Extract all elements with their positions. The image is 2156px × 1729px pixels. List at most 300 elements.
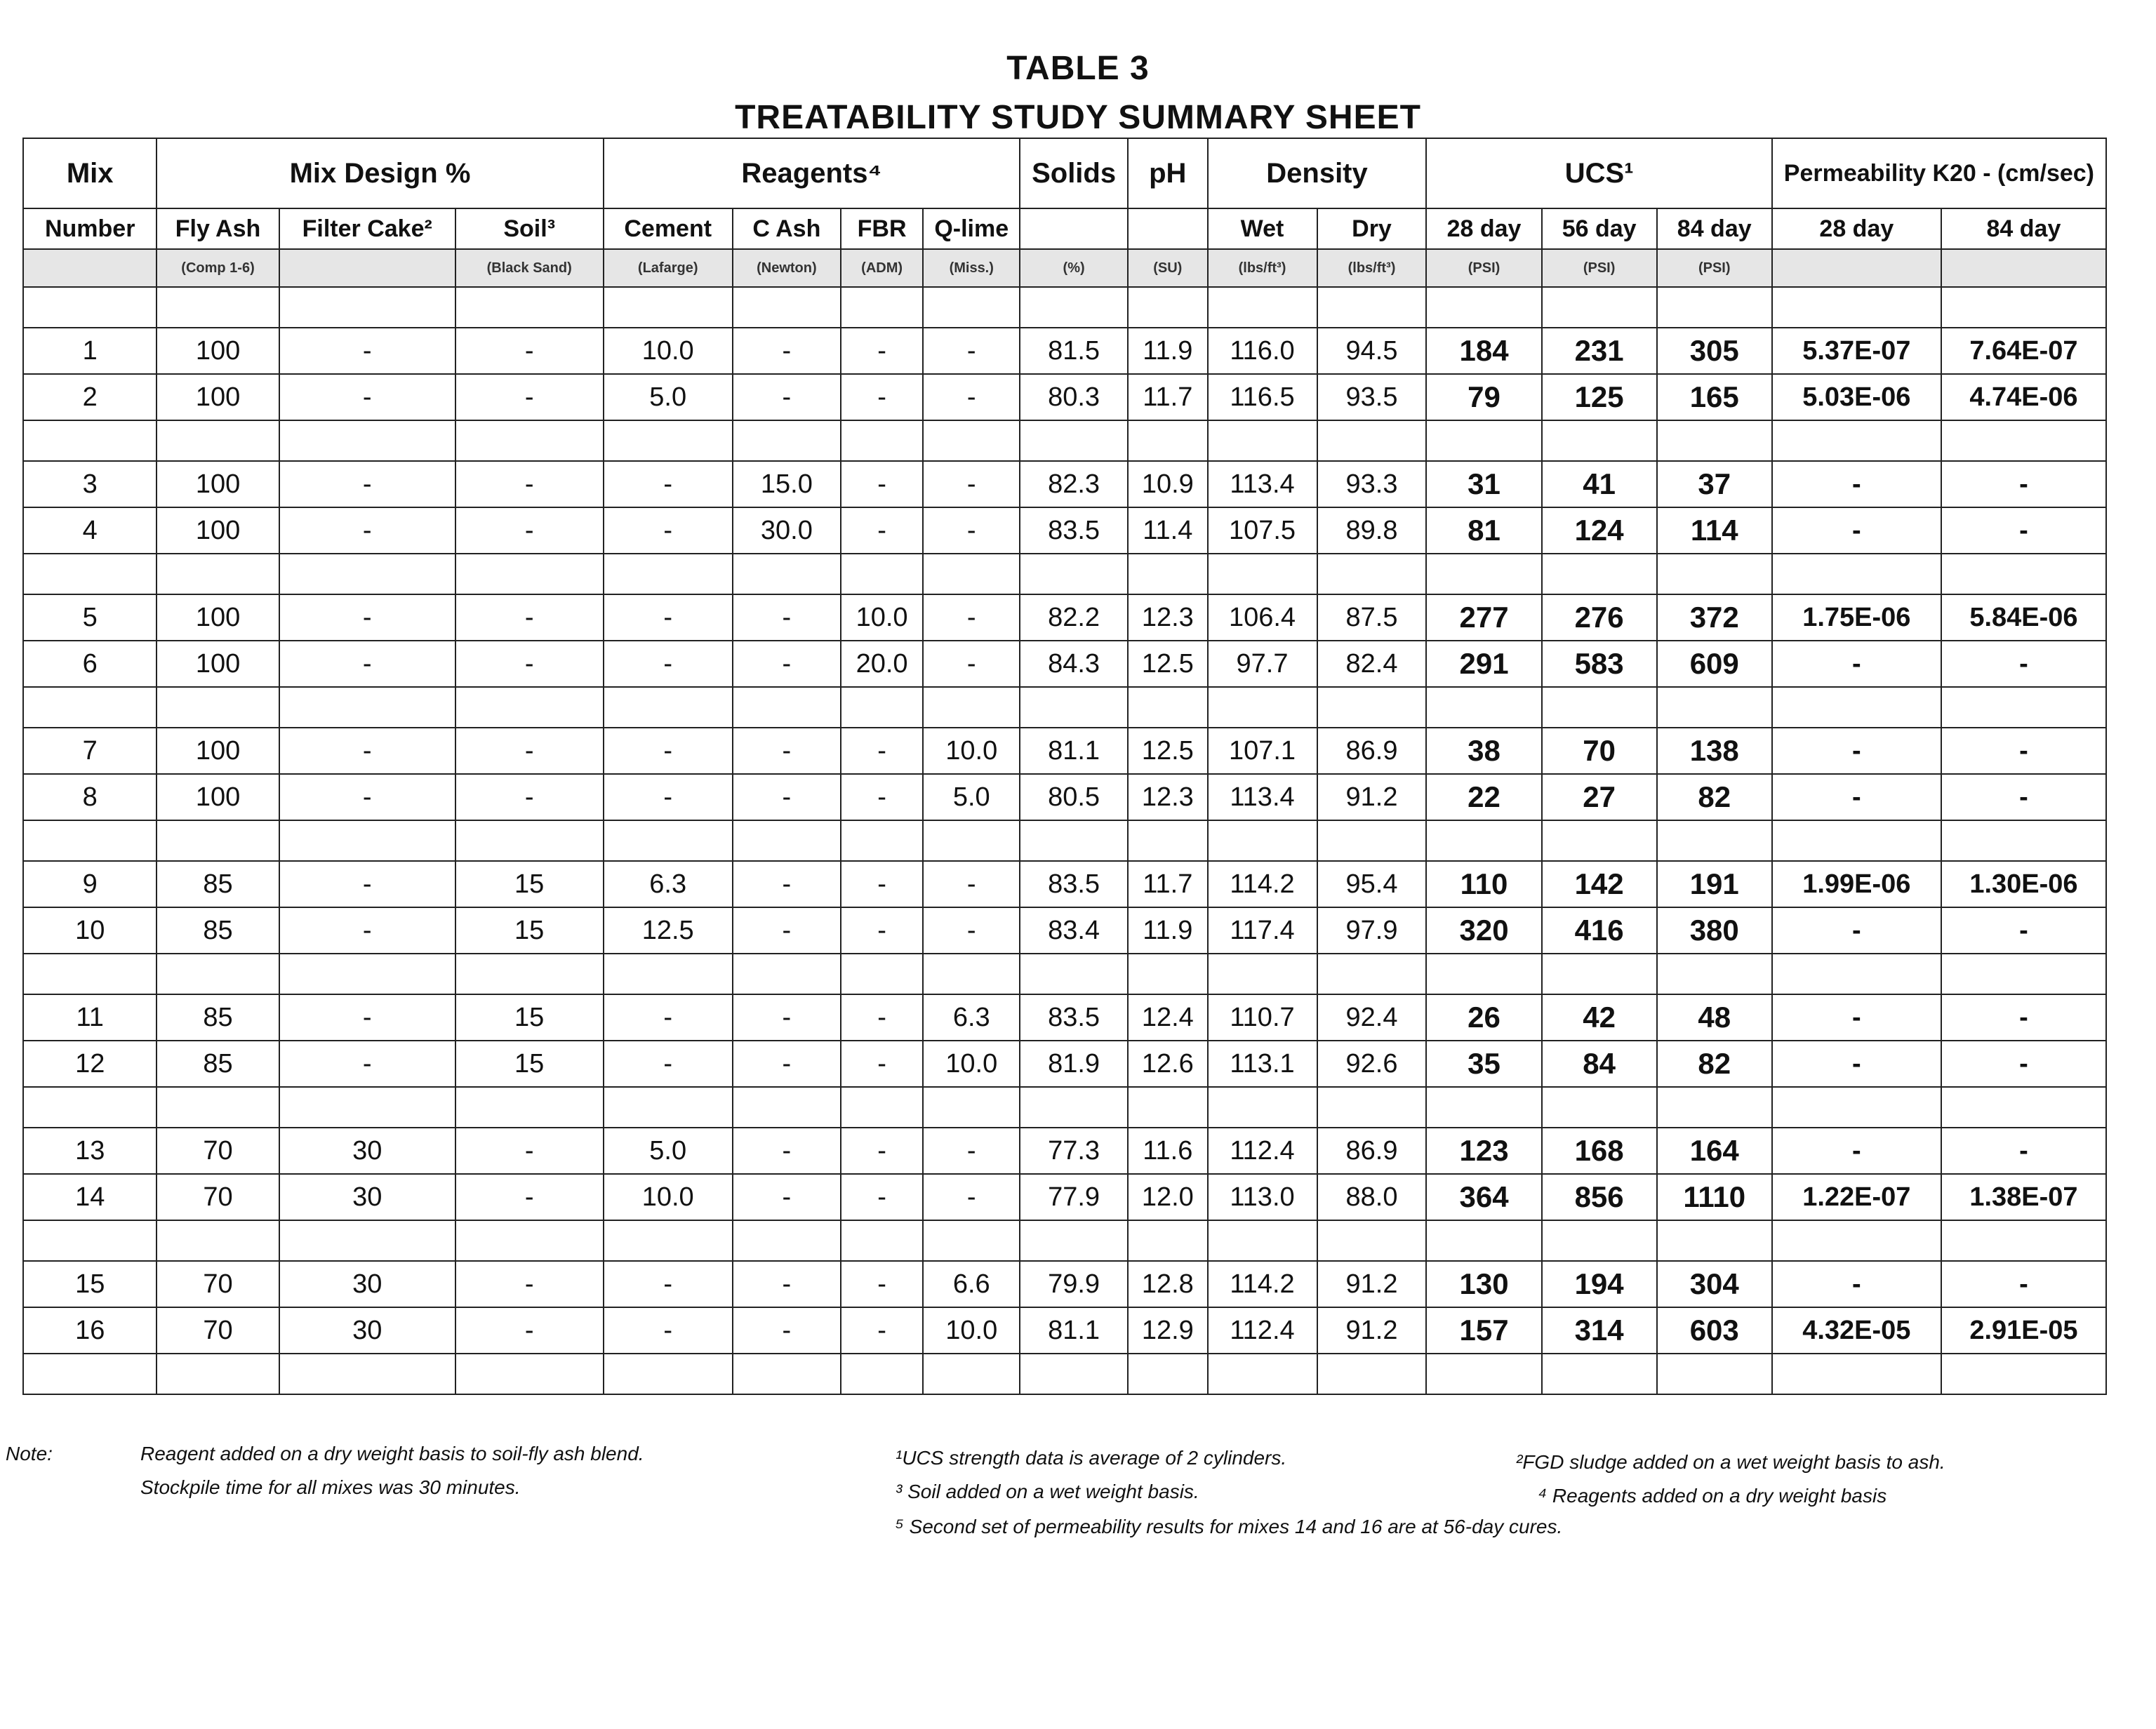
c-ash-cell: - — [733, 1307, 841, 1354]
perm-84-day-cell: 1.30E-06 — [1941, 861, 2106, 907]
c-ash-cell: - — [733, 1041, 841, 1087]
perm-84-day-header: 84 day — [1941, 208, 2106, 249]
mix-number-cell: 11 — [23, 994, 157, 1041]
ucs-56-day-cell: 70 — [1542, 728, 1657, 774]
empty-cell — [1208, 1354, 1317, 1394]
dry-density-cell: 91.2 — [1317, 1261, 1427, 1307]
empty-cell — [604, 420, 733, 461]
cement-cell: - — [604, 1307, 733, 1354]
wet-density-cell: 113.4 — [1208, 461, 1317, 507]
empty-cell — [157, 554, 279, 594]
filter-cake-cell: - — [279, 774, 455, 820]
fbr-cell: - — [841, 328, 924, 374]
ph-cell: 11.7 — [1128, 374, 1207, 420]
fly-ash-cell: 100 — [157, 374, 279, 420]
empty-cell — [1426, 1354, 1541, 1394]
fly-ash-unit: (Comp 1-6) — [157, 249, 279, 287]
empty-cell — [1657, 287, 1772, 328]
footnote-2: ²FGD sludge added on a wet weight basis to ash. — [1516, 1451, 1945, 1473]
ph-cell: 11.9 — [1128, 328, 1207, 374]
empty-cell — [455, 1087, 604, 1128]
wet-density-unit: (lbs/ft³) — [1208, 249, 1317, 287]
filter-cake-cell: 30 — [279, 1307, 455, 1354]
footnote-1: ¹UCS strength data is average of 2 cylinders. — [896, 1447, 1287, 1469]
wet-density-cell: 113.1 — [1208, 1041, 1317, 1087]
empty-cell — [1941, 687, 2106, 728]
table-row — [23, 994, 2106, 1041]
footnote-5: ⁵ Second set of permeability results for mixes 14 and 16 are at 56-day cures. — [896, 1516, 1563, 1537]
cement-cell: 6.3 — [604, 861, 733, 907]
solids-cell: 82.3 — [1020, 461, 1128, 507]
ucs-28-day-cell: 130 — [1426, 1261, 1541, 1307]
empty-cell — [1208, 954, 1317, 994]
ph-cell: 12.5 — [1128, 728, 1207, 774]
fbr-cell: - — [841, 1174, 924, 1220]
solids-cell: 79.9 — [1020, 1261, 1128, 1307]
soil-unit: (Black Sand) — [455, 249, 604, 287]
perm-28-day-cell: - — [1772, 1041, 1941, 1087]
cement-cell: - — [604, 641, 733, 687]
empty-cell — [1657, 1354, 1772, 1394]
ucs-84-day-cell: 1110 — [1657, 1174, 1772, 1220]
wet-density-cell: 117.4 — [1208, 907, 1317, 954]
ucs-84-day-cell: 191 — [1657, 861, 1772, 907]
c-ash-cell: - — [733, 994, 841, 1041]
dry-density-header: Dry — [1317, 208, 1427, 249]
ucs-84-day-cell: 380 — [1657, 907, 1772, 954]
fbr-cell: 10.0 — [841, 594, 924, 641]
note-line-2: Stockpile time for all mixes was 30 minutes. — [140, 1476, 521, 1498]
cement-cell: - — [604, 728, 733, 774]
mix-design-header: Mix Design % — [157, 138, 603, 208]
empty-cell — [923, 287, 1020, 328]
soil-cell: - — [455, 328, 604, 374]
perm-84-day-cell: 2.91E-05 — [1941, 1307, 2106, 1354]
solids-cell: 81.9 — [1020, 1041, 1128, 1087]
dry-density-cell: 92.6 — [1317, 1041, 1427, 1087]
spacer-row — [23, 1087, 2106, 1128]
perm-28-day-cell: 1.22E-07 — [1772, 1174, 1941, 1220]
empty-cell — [1020, 554, 1128, 594]
fly-ash-cell: 100 — [157, 641, 279, 687]
solids-header — [1020, 208, 1128, 249]
perm-28-day-cell: - — [1772, 907, 1941, 954]
filter-cake-cell: - — [279, 907, 455, 954]
filter-cake-cell: - — [279, 328, 455, 374]
q-lime-cell: - — [923, 507, 1020, 554]
empty-cell — [1542, 554, 1657, 594]
empty-cell — [923, 820, 1020, 861]
empty-cell — [1128, 954, 1207, 994]
perm-84-day-cell: - — [1941, 907, 2106, 954]
empty-cell — [1426, 1220, 1541, 1261]
empty-cell — [1208, 554, 1317, 594]
ucs-84-day-cell: 82 — [1657, 1041, 1772, 1087]
dry-density-cell: 95.4 — [1317, 861, 1427, 907]
wet-density-cell: 114.2 — [1208, 861, 1317, 907]
fly-ash-cell: 70 — [157, 1261, 279, 1307]
empty-cell — [733, 820, 841, 861]
c-ash-cell: - — [733, 861, 841, 907]
q-lime-cell: - — [923, 594, 1020, 641]
empty-cell — [1317, 820, 1427, 861]
ucs-84-day-cell: 372 — [1657, 594, 1772, 641]
filter-cake-header: Filter Cake² — [279, 208, 455, 249]
empty-cell — [1426, 820, 1541, 861]
ucs-56-day-cell: 41 — [1542, 461, 1657, 507]
table-row — [23, 907, 2106, 954]
ucs-56-day-cell: 856 — [1542, 1174, 1657, 1220]
empty-cell — [455, 287, 604, 328]
empty-cell — [1772, 954, 1941, 994]
ucs-28-day-header: 28 day — [1426, 208, 1541, 249]
empty-cell — [1208, 820, 1317, 861]
ucs-28-day-cell: 291 — [1426, 641, 1541, 687]
ucs-84-day-cell: 37 — [1657, 461, 1772, 507]
empty-cell — [1941, 954, 2106, 994]
filter-cake-cell: - — [279, 641, 455, 687]
ucs-56-day-cell: 27 — [1542, 774, 1657, 820]
ph-cell: 12.8 — [1128, 1261, 1207, 1307]
cement-cell: 12.5 — [604, 907, 733, 954]
wet-density-cell: 107.1 — [1208, 728, 1317, 774]
empty-cell — [157, 687, 279, 728]
solids-cell: 83.5 — [1020, 861, 1128, 907]
empty-cell — [23, 820, 157, 861]
q-lime-cell: - — [923, 461, 1020, 507]
solids-cell: 77.9 — [1020, 1174, 1128, 1220]
empty-cell — [1772, 687, 1941, 728]
empty-cell — [1542, 687, 1657, 728]
ucs-84-day-cell: 165 — [1657, 374, 1772, 420]
empty-cell — [1772, 1087, 1941, 1128]
ph-cell: 12.3 — [1128, 774, 1207, 820]
ucs-28-day-cell: 26 — [1426, 994, 1541, 1041]
soil-cell: 15 — [455, 861, 604, 907]
empty-cell — [23, 1220, 157, 1261]
dry-density-cell: 89.8 — [1317, 507, 1427, 554]
wet-density-cell: 116.5 — [1208, 374, 1317, 420]
wet-density-cell: 97.7 — [1208, 641, 1317, 687]
wet-density-cell: 106.4 — [1208, 594, 1317, 641]
ucs-84-day-cell: 609 — [1657, 641, 1772, 687]
empty-cell — [23, 287, 157, 328]
empty-cell — [279, 954, 455, 994]
cement-cell: 5.0 — [604, 1128, 733, 1174]
empty-cell — [923, 954, 1020, 994]
q-lime-cell: - — [923, 907, 1020, 954]
empty-cell — [1128, 554, 1207, 594]
dry-density-cell: 88.0 — [1317, 1174, 1427, 1220]
soil-cell: - — [455, 461, 604, 507]
empty-cell — [1317, 1220, 1427, 1261]
wet-density-header: Wet — [1208, 208, 1317, 249]
perm-28-day-cell: - — [1772, 994, 1941, 1041]
empty-cell — [1317, 287, 1427, 328]
empty-cell — [1208, 287, 1317, 328]
empty-cell — [455, 1220, 604, 1261]
table-row — [23, 1261, 2106, 1307]
spacer-row — [23, 554, 2106, 594]
empty-cell — [841, 1354, 924, 1394]
cement-cell: - — [604, 461, 733, 507]
ucs-84-day-cell: 603 — [1657, 1307, 1772, 1354]
ph-cell: 12.0 — [1128, 1174, 1207, 1220]
q-lime-cell: 5.0 — [923, 774, 1020, 820]
soil-cell: - — [455, 1128, 604, 1174]
ucs-56-day-cell: 314 — [1542, 1307, 1657, 1354]
empty-cell — [1542, 1087, 1657, 1128]
table-row — [23, 374, 2106, 420]
ph-cell: 11.7 — [1128, 861, 1207, 907]
empty-cell — [23, 1087, 157, 1128]
empty-cell — [841, 420, 924, 461]
q-lime-header: Q-lime — [923, 208, 1020, 249]
empty-cell — [1657, 954, 1772, 994]
c-ash-cell: - — [733, 328, 841, 374]
mix-number-header: Number — [23, 208, 157, 249]
empty-cell — [1128, 1354, 1207, 1394]
empty-cell — [733, 287, 841, 328]
spacer-row — [23, 954, 2106, 994]
ph-cell: 12.6 — [1128, 1041, 1207, 1087]
fbr-cell: - — [841, 907, 924, 954]
fly-ash-cell: 70 — [157, 1174, 279, 1220]
empty-cell — [1020, 1354, 1128, 1394]
q-lime-cell: 6.3 — [923, 994, 1020, 1041]
empty-cell — [1128, 287, 1207, 328]
empty-cell — [604, 287, 733, 328]
perm-28-day-cell: - — [1772, 1261, 1941, 1307]
mix-number-cell: 14 — [23, 1174, 157, 1220]
empty-cell — [923, 687, 1020, 728]
empty-cell — [1426, 954, 1541, 994]
ucs-84-day-cell: 305 — [1657, 328, 1772, 374]
soil-cell: - — [455, 594, 604, 641]
perm-84-day-cell: - — [1941, 1128, 2106, 1174]
wet-density-cell: 113.0 — [1208, 1174, 1317, 1220]
empty-cell — [604, 1220, 733, 1261]
table-row — [23, 461, 2106, 507]
c-ash-unit: (Newton) — [733, 249, 841, 287]
empty-cell — [604, 1354, 733, 1394]
solids-cell: 81.1 — [1020, 1307, 1128, 1354]
q-lime-cell: 6.6 — [923, 1261, 1020, 1307]
empty-cell — [279, 554, 455, 594]
c-ash-cell: 15.0 — [733, 461, 841, 507]
perm-28-day-cell: - — [1772, 728, 1941, 774]
empty-cell — [1426, 1087, 1541, 1128]
empty-cell — [1542, 1220, 1657, 1261]
filter-cake-cell: 30 — [279, 1261, 455, 1307]
empty-cell — [604, 954, 733, 994]
ph-cell: 12.5 — [1128, 641, 1207, 687]
empty-cell — [157, 1220, 279, 1261]
ucs-28-day-cell: 38 — [1426, 728, 1541, 774]
table-row — [23, 728, 2106, 774]
empty-cell — [1542, 820, 1657, 861]
c-ash-cell: - — [733, 1174, 841, 1220]
q-lime-cell: 10.0 — [923, 1041, 1020, 1087]
empty-cell — [1208, 420, 1317, 461]
empty-cell — [1542, 1354, 1657, 1394]
ucs-56-day-cell: 84 — [1542, 1041, 1657, 1087]
cement-cell: - — [604, 994, 733, 1041]
cement-cell: 5.0 — [604, 374, 733, 420]
empty-cell — [1128, 1087, 1207, 1128]
empty-cell — [733, 554, 841, 594]
spacer-row — [23, 820, 2106, 861]
ph-unit: (SU) — [1128, 249, 1207, 287]
table-row — [23, 1041, 2106, 1087]
mix-number-unit — [23, 249, 157, 287]
empty-cell — [1941, 1354, 2106, 1394]
fbr-cell: - — [841, 861, 924, 907]
ucs-56-day-cell: 194 — [1542, 1261, 1657, 1307]
filter-cake-cell: - — [279, 594, 455, 641]
empty-cell — [1020, 420, 1128, 461]
empty-cell — [1317, 1087, 1427, 1128]
ph-cell: 11.4 — [1128, 507, 1207, 554]
ph-header: pH — [1128, 138, 1207, 208]
dry-density-cell: 91.2 — [1317, 774, 1427, 820]
dry-density-cell: 82.4 — [1317, 641, 1427, 687]
soil-cell: 15 — [455, 907, 604, 954]
fbr-cell: - — [841, 374, 924, 420]
dry-density-cell: 93.5 — [1317, 374, 1427, 420]
solids-cell: 83.4 — [1020, 907, 1128, 954]
ucs-56-day-cell: 231 — [1542, 328, 1657, 374]
fly-ash-cell: 100 — [157, 774, 279, 820]
dry-density-cell: 97.9 — [1317, 907, 1427, 954]
perm-28-day-cell: 1.99E-06 — [1772, 861, 1941, 907]
empty-cell — [1128, 687, 1207, 728]
empty-cell — [157, 820, 279, 861]
cement-unit: (Lafarge) — [604, 249, 733, 287]
mix-number-cell: 7 — [23, 728, 157, 774]
empty-cell — [455, 420, 604, 461]
soil-cell: - — [455, 374, 604, 420]
ph-cell: 12.9 — [1128, 1307, 1207, 1354]
q-lime-cell: - — [923, 861, 1020, 907]
empty-cell — [1941, 420, 2106, 461]
q-lime-cell: 10.0 — [923, 1307, 1020, 1354]
c-ash-cell: - — [733, 907, 841, 954]
empty-cell — [923, 1220, 1020, 1261]
table-row — [23, 507, 2106, 554]
empty-cell — [1128, 1220, 1207, 1261]
mix-number-cell: 2 — [23, 374, 157, 420]
fly-ash-cell: 85 — [157, 994, 279, 1041]
empty-cell — [279, 1354, 455, 1394]
mix-number-cell: 1 — [23, 328, 157, 374]
empty-cell — [1128, 420, 1207, 461]
empty-cell — [23, 1354, 157, 1394]
ucs-84-day-cell: 48 — [1657, 994, 1772, 1041]
q-lime-cell: - — [923, 328, 1020, 374]
empty-cell — [733, 954, 841, 994]
ph-cell: 12.3 — [1128, 594, 1207, 641]
empty-cell — [455, 820, 604, 861]
soil-cell: - — [455, 728, 604, 774]
solids-cell: 80.3 — [1020, 374, 1128, 420]
fbr-header: FBR — [841, 208, 924, 249]
solids-cell: 82.2 — [1020, 594, 1128, 641]
perm-84-day-cell: 5.84E-06 — [1941, 594, 2106, 641]
empty-cell — [1772, 1354, 1941, 1394]
mix-number-cell: 3 — [23, 461, 157, 507]
perm-28-day-cell: - — [1772, 507, 1941, 554]
mix-number-cell: 5 — [23, 594, 157, 641]
fbr-cell: - — [841, 994, 924, 1041]
wet-density-cell: 112.4 — [1208, 1307, 1317, 1354]
footnote-3: ³ Soil added on a wet weight basis. — [896, 1481, 1199, 1502]
empty-cell — [157, 287, 279, 328]
table-row — [23, 861, 2106, 907]
solids-header: Solids — [1020, 138, 1128, 208]
ucs-56-day-cell: 168 — [1542, 1128, 1657, 1174]
empty-cell — [157, 1354, 279, 1394]
q-lime-cell: - — [923, 641, 1020, 687]
empty-cell — [1657, 420, 1772, 461]
empty-cell — [1317, 687, 1427, 728]
fly-ash-header: Fly Ash — [157, 208, 279, 249]
perm-28-day-cell: - — [1772, 774, 1941, 820]
c-ash-cell: - — [733, 1128, 841, 1174]
empty-cell — [1020, 1087, 1128, 1128]
reagents-header: Reagents⁴ — [604, 138, 1020, 208]
mix-number-cell: 6 — [23, 641, 157, 687]
fly-ash-cell: 100 — [157, 728, 279, 774]
ucs-28-day-cell: 35 — [1426, 1041, 1541, 1087]
mix-number-cell: 4 — [23, 507, 157, 554]
ucs-56-day-unit: (PSI) — [1542, 249, 1657, 287]
empty-cell — [1657, 687, 1772, 728]
perm-84-day-cell: - — [1941, 641, 2106, 687]
solids-cell: 77.3 — [1020, 1128, 1128, 1174]
wet-density-cell: 116.0 — [1208, 328, 1317, 374]
ucs-28-day-cell: 184 — [1426, 328, 1541, 374]
ph-cell: 10.9 — [1128, 461, 1207, 507]
ucs-56-day-cell: 416 — [1542, 907, 1657, 954]
empty-cell — [733, 1220, 841, 1261]
solids-cell: 83.5 — [1020, 994, 1128, 1041]
table-row — [23, 641, 2106, 687]
permeability-header: Permeability K20 - (cm/sec) — [1772, 138, 2106, 208]
ph-cell: 11.9 — [1128, 907, 1207, 954]
solids-unit: (%) — [1020, 249, 1128, 287]
empty-cell — [455, 554, 604, 594]
c-ash-cell: - — [733, 374, 841, 420]
ucs-56-day-cell: 125 — [1542, 374, 1657, 420]
fly-ash-cell: 85 — [157, 907, 279, 954]
empty-cell — [279, 820, 455, 861]
perm-84-day-cell: 1.38E-07 — [1941, 1174, 2106, 1220]
empty-cell — [455, 687, 604, 728]
perm-28-day-cell: - — [1772, 1128, 1941, 1174]
dry-density-unit: (lbs/ft³) — [1317, 249, 1427, 287]
fbr-cell: - — [841, 1261, 924, 1307]
perm-84-day-cell: 7.64E-07 — [1941, 328, 2106, 374]
dry-density-cell: 94.5 — [1317, 328, 1427, 374]
empty-cell — [23, 554, 157, 594]
table-number: TABLE 3 — [1006, 50, 1150, 87]
empty-cell — [1020, 1220, 1128, 1261]
ucs-84-day-unit: (PSI) — [1657, 249, 1772, 287]
empty-cell — [157, 954, 279, 994]
dry-density-cell: 93.3 — [1317, 461, 1427, 507]
fbr-cell: - — [841, 1128, 924, 1174]
